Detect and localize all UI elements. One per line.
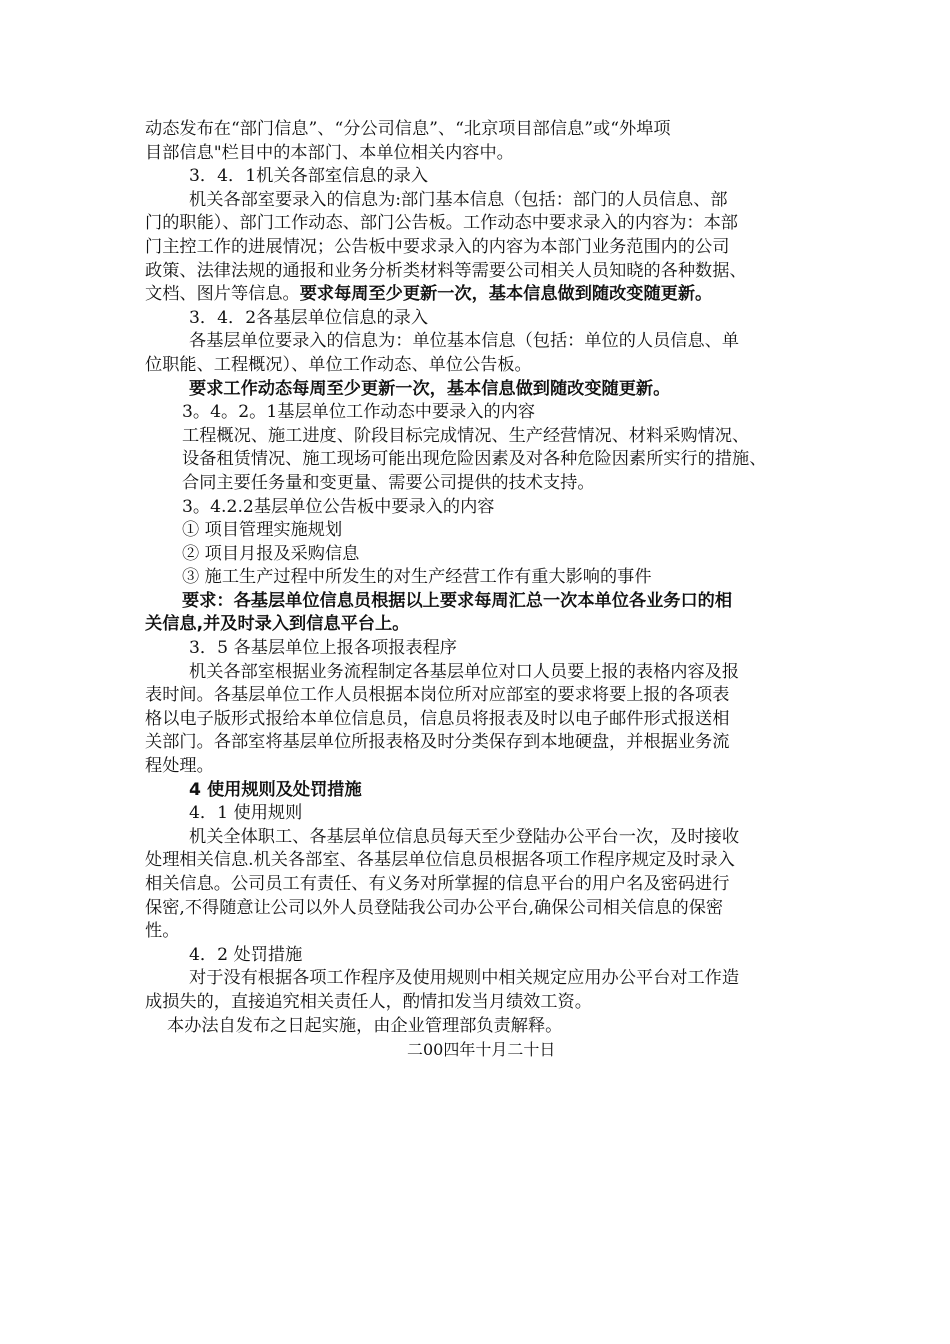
chapter-heading: 4 使用规则及处罚措施	[189, 779, 362, 800]
body-line: 门的职能）、部门工作动态、部门公告板。工作动态中要求录入的内容为：本部	[145, 213, 738, 234]
section-heading: 3。4.2.2基层单位公告板中要录入的内容	[182, 496, 495, 517]
requirement-text: 关信息,并及时录入到信息平台上。	[145, 614, 410, 635]
body-line: 设备租赁情况、施工现场可能出现危险因素及对各种危险因素所实行的措施、	[182, 449, 767, 470]
list-item: ② 项目月报及采购信息	[182, 543, 360, 564]
body-line: 性。	[145, 921, 180, 942]
body-line: 各基层单位要录入的信息为：单位基本信息（包括：单位的人员信息、单	[189, 331, 740, 352]
body-line: 相关信息。公司员工有责任、有义务对所掌握的信息平台的用户名及密码进行	[145, 874, 730, 894]
list-item: ③ 施工生产过程中所发生的对生产经营工作有重大影响的事件	[182, 567, 652, 588]
body-line: 门主控工作的进展情况；公告板中要求录入的内容为本部门业务范围内的公司	[145, 236, 730, 257]
requirement-text: 要求：各基层单位信息员根据以上要求每周汇总一次本单位各业务口的相	[182, 590, 733, 611]
requirement-text: 要求每周至少更新一次，基本信息做到随改变随更新。	[299, 284, 713, 305]
body-line: 动态发布在“部门信息”、“分公司信息”、“北京项目部信息”或“外埠项	[145, 119, 671, 139]
section-heading: 3．4．1机关各部室信息的录入	[189, 166, 429, 187]
body-line: 目部信息"栏目中的本部门、本单位相关内容中。	[145, 142, 514, 163]
section-heading: 3．5 各基层单位上报各项报表程序	[189, 638, 457, 659]
body-line: 政策、法律法规的通报和业务分析类材料等需要公司相关人员知晓的各种数据、	[145, 260, 747, 281]
body-text: 文档、图片等信息。	[145, 284, 300, 305]
section-heading: 4．1 使用规则	[189, 803, 303, 824]
body-line: 关部门。各部室将基层单位所报表格及时分类保存到本地硬盘，并根据业务流	[145, 732, 730, 753]
section-heading: 4．2 处罚措施	[189, 944, 303, 965]
body-line: 表时间。各基层单位工作人员根据本岗位所对应部室的要求将要上报的各项表	[145, 685, 730, 706]
list-item: ① 项目管理实施规划	[182, 520, 343, 541]
closing-text: 本办法自发布之日起实施，由企业管理部负责解释。	[167, 1015, 563, 1036]
body-line: 对于没有根据各项工作程序及使用规则中相关规定应用办公平台对工作造	[189, 968, 740, 989]
body-line	[145, 283, 815, 307]
body-line: 保密,不得随意让公司以外人员登陆我公司办公平台,确保公司相关信息的保密	[145, 897, 724, 918]
body-line: 机关各部室要录入的信息为:部门基本信息（包括：部门的人员信息、部	[189, 189, 728, 210]
document-body	[145, 118, 815, 1062]
body-line: 格以电子版形式报给本单位信息员，信息员将报表及时以电子邮件形式报送相	[145, 708, 730, 729]
body-line: 合同主要任务量和变更量、需要公司提供的技术支持。	[182, 472, 595, 493]
body-line: 工程概况、施工进度、阶段目标完成情况、生产经营情况、材料采购情况、	[182, 425, 750, 446]
body-line: 机关全体职工、各基层单位信息员每天至少登陆办公平台一次，及时接收	[189, 826, 740, 847]
document-date: 二00四年十月二十日	[407, 1040, 556, 1060]
section-heading: 3。4。2。1基层单位工作动态中要录入的内容	[182, 402, 536, 423]
requirement-text: 要求工作动态每周至少更新一次，基本信息做到随改变随更新。	[189, 378, 671, 399]
body-line: 程处理。	[145, 756, 214, 777]
body-line: 成损失的，直接追究相关责任人，酌情扣发当月绩效工资。	[145, 991, 592, 1012]
section-heading: 3．4．2各基层单位信息的录入	[189, 307, 429, 328]
body-line: 处理相关信息.机关各部室、各基层单位信息员根据各项工作程序规定及时录入	[145, 850, 735, 871]
body-line: 机关各部室根据业务流程制定各基层单位对口人员要上报的表格内容及报	[189, 661, 740, 682]
body-line: 位职能、工程概况）、单位工作动态、单位公告板。	[145, 354, 532, 375]
